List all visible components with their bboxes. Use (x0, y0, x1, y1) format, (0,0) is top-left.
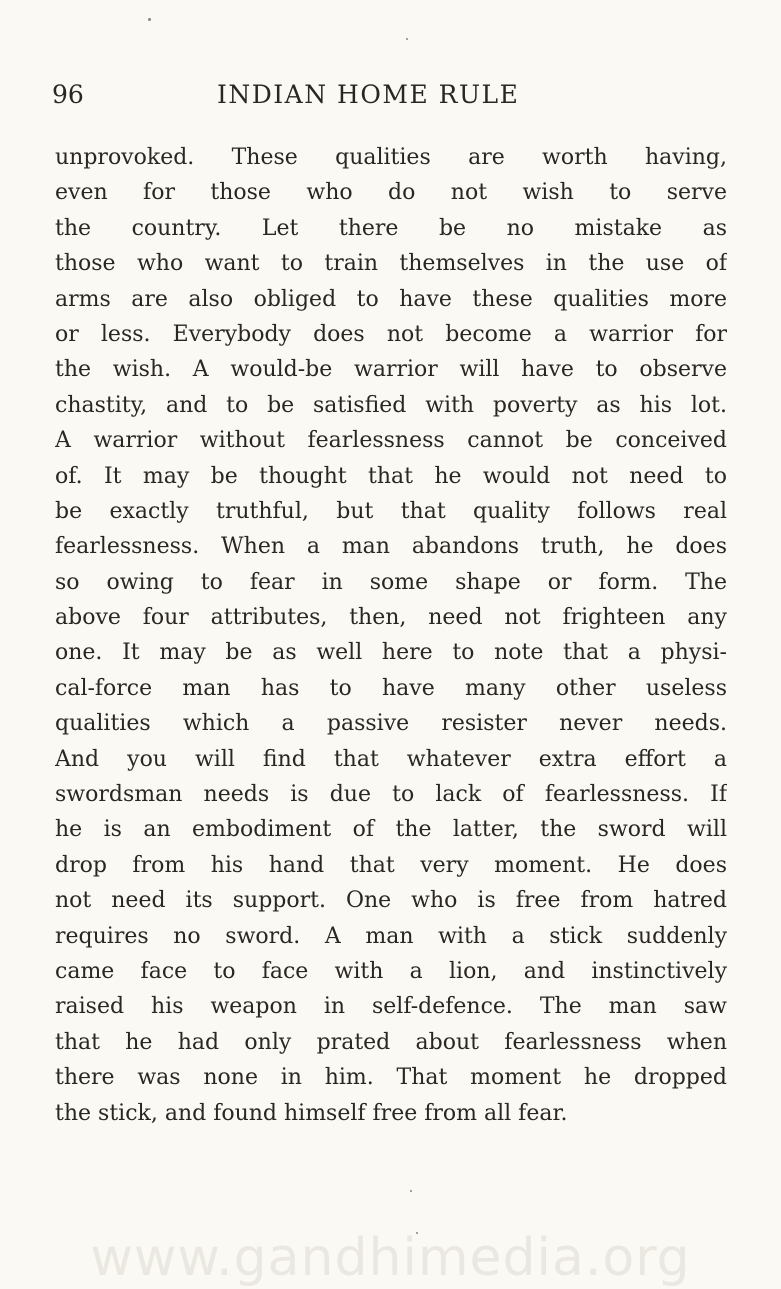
text-line: the wish. A would-be warrior will have to observe (55, 357, 727, 383)
text-line: the stick, and found himself free from all fear. (55, 1100, 568, 1126)
text-line: arms are also obliged to have these qualities more (55, 286, 727, 312)
text-line: or less. Everybody does not become a warrior for (55, 321, 727, 347)
page-header (52, 80, 732, 114)
text-line: qualities which a passive resister never needs. (55, 711, 727, 737)
text-line: even for those who do not wish to serve (55, 180, 727, 206)
text-line: not need its support. One who is free from hatred (55, 888, 727, 914)
paper-speck (148, 18, 151, 21)
paper-speck (406, 38, 408, 40)
body-text (55, 140, 727, 1131)
watermark: www.gandhimedia.org (90, 1228, 691, 1288)
text-line: so owing to fear in some shape or form. The (55, 569, 727, 595)
text-line: he is an embodiment of the latter, the sword will (55, 817, 727, 843)
text-line: unprovoked. These qualities are worth having, (55, 145, 727, 170)
text-line: drop from his hand that very moment. He does (55, 852, 727, 878)
text-line: that he had only prated about fearlessness when (55, 1029, 727, 1055)
text-line: be exactly truthful, but that quality follows real (55, 498, 727, 524)
text-line: swordsman needs is due to lack of fearlessness. If (55, 782, 727, 808)
text-line: came face to face with a lion, and instinctively (55, 958, 727, 984)
text-line: requires no sword. A man with a stick suddenly (55, 923, 727, 949)
page-number: 96 (52, 80, 84, 109)
text-line: And you will find that whatever extra effort a (55, 746, 727, 772)
text-line: above four attributes, then, need not frighteen any (55, 605, 727, 631)
text-line: cal-force man has to have many other useless (55, 675, 727, 701)
running-title: INDIAN HOME RULE (217, 80, 520, 109)
text-line: fearlessness. When a man abandons truth, he does (55, 534, 727, 560)
text-line: of. It may be thought that he would not need to (55, 463, 727, 489)
text-line: A warrior without fearlessness cannot be conceived (55, 428, 727, 454)
text-line: those who want to train themselves in the use of (55, 251, 727, 277)
text-line: the country. Let there be no mistake as (55, 215, 727, 241)
text-line: one. It may be as well here to note that a physi- (55, 640, 727, 666)
text-line: there was none in him. That moment he dropped (55, 1065, 727, 1091)
text-line: raised his weapon in self-defence. The man saw (55, 994, 727, 1020)
paper-speck (410, 1190, 412, 1192)
text-line: chastity, and to be satisfied with poverty as his lot. (55, 392, 727, 418)
